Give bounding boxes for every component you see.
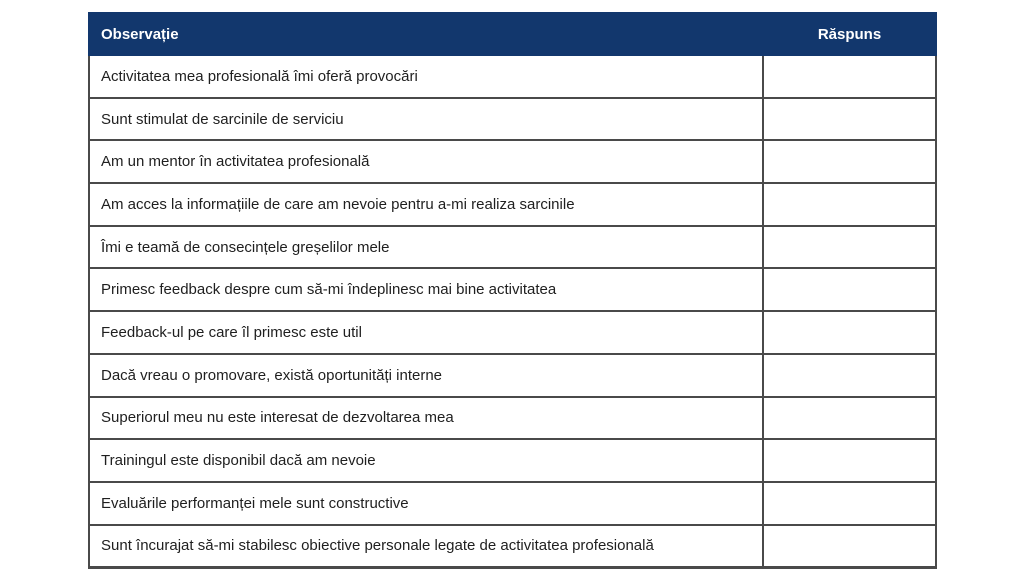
observation-cell: Am acces la informațiile de care am nevoie pentru a-mi realiza sarcinile xyxy=(89,183,763,226)
observation-cell: Am un mentor în activitatea profesională xyxy=(89,140,763,183)
answer-cell[interactable] xyxy=(763,525,936,568)
answer-cell[interactable] xyxy=(763,183,936,226)
answer-cell[interactable] xyxy=(763,482,936,525)
observation-cell: Superiorul meu nu este interesat de dezvoltarea mea xyxy=(89,397,763,440)
table-row xyxy=(89,311,936,354)
answer-cell[interactable] xyxy=(763,140,936,183)
table-row xyxy=(89,55,936,98)
observation-cell: Sunt încurajat să-mi stabilesc obiective personale legate de activitatea profesională xyxy=(89,525,763,568)
answer-cell[interactable] xyxy=(763,439,936,482)
table-row xyxy=(89,183,936,226)
observation-cell: Îmi e teamă de consecințele greșelilor mele xyxy=(89,226,763,269)
column-header-observatie: Observație xyxy=(89,13,763,55)
answer-cell[interactable] xyxy=(763,55,936,98)
observation-cell: Dacă vreau o promovare, există oportunități interne xyxy=(89,354,763,397)
header-row xyxy=(89,13,936,55)
table-row xyxy=(89,98,936,141)
observation-cell: Primesc feedback despre cum să-mi îndeplinesc mai bine activitatea xyxy=(89,268,763,311)
observation-cell: Trainingul este disponibil dacă am nevoie xyxy=(89,439,763,482)
observation-cell: Sunt stimulat de sarcinile de serviciu xyxy=(89,98,763,141)
table-row xyxy=(89,354,936,397)
answer-cell[interactable] xyxy=(763,98,936,141)
table-row xyxy=(89,268,936,311)
answer-cell[interactable] xyxy=(763,268,936,311)
observation-cell: Activitatea mea profesională îmi oferă provocări xyxy=(89,55,763,98)
table-row xyxy=(89,525,936,568)
answer-cell[interactable] xyxy=(763,226,936,269)
table-row xyxy=(89,439,936,482)
answer-cell[interactable] xyxy=(763,397,936,440)
answer-cell[interactable] xyxy=(763,354,936,397)
observation-cell: Feedback-ul pe care îl primesc este util xyxy=(89,311,763,354)
table-row xyxy=(89,226,936,269)
table-row xyxy=(89,140,936,183)
column-header-raspuns: Răspuns xyxy=(763,13,936,55)
answer-cell[interactable] xyxy=(763,311,936,354)
survey-table-container xyxy=(88,12,937,569)
survey-table xyxy=(88,12,937,569)
table-row xyxy=(89,482,936,525)
table-row xyxy=(89,397,936,440)
observation-cell: Evaluările performanței mele sunt constructive xyxy=(89,482,763,525)
